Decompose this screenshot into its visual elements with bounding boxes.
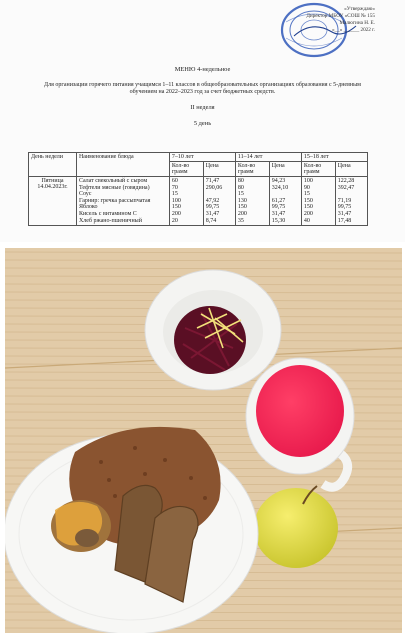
table-cell: 60 xyxy=(171,178,178,184)
table-cell xyxy=(272,191,299,198)
table-cell: 71,19 xyxy=(337,197,352,204)
week-label: II неделя xyxy=(190,104,215,111)
price-column-15-18 xyxy=(335,177,367,226)
table-cell: 99,75 xyxy=(205,204,220,211)
table-cell: 8,74 xyxy=(205,217,217,224)
table-cell: Яблоко xyxy=(78,204,98,211)
table-cell xyxy=(338,191,365,198)
age-header-15-18: 15–18 лет xyxy=(301,153,367,162)
age-header-7-10: 7–10 лет xyxy=(169,153,235,162)
table-cell: 35 xyxy=(237,217,244,224)
dish-list xyxy=(76,177,169,226)
table-cell: 392,47 xyxy=(337,184,355,191)
table-cell xyxy=(206,191,233,198)
table-cell: 130 xyxy=(237,197,247,204)
approval-line: «Утверждаю» xyxy=(344,6,375,12)
qty-header: Кол-во грамм xyxy=(235,162,269,177)
table-cell: 150 xyxy=(303,204,313,211)
table-cell: 40 xyxy=(303,217,310,224)
price-header: Цена xyxy=(203,162,235,177)
table-cell: 150 xyxy=(303,197,313,204)
salad-bowl xyxy=(145,270,281,390)
table-cell: 47,92 xyxy=(205,197,220,204)
table-cell: 200 xyxy=(237,210,247,217)
table-cell: 99,75 xyxy=(337,204,352,211)
menu-title: МЕНЮ 4-недельное xyxy=(174,66,231,73)
price-column-7-10 xyxy=(203,177,235,226)
price-column-11-14 xyxy=(269,177,301,226)
menu-intro: Для организации горячего питания учащимся 1–11 классов в общеобразовательных организациях образования с 5-дневным обучением на 2022–2023 год за счет бюджетных средств. xyxy=(44,82,361,95)
table-cell: 200 xyxy=(171,210,181,217)
price-header: Цена xyxy=(335,162,367,177)
table-cell: 100 xyxy=(303,178,313,184)
table-cell: 15 xyxy=(303,191,310,198)
table-cell: 99,75 xyxy=(271,204,286,211)
table-cell: 94,23 xyxy=(271,178,286,184)
table-cell: 31,47 xyxy=(205,210,220,217)
day-header: День недели xyxy=(29,153,77,177)
approval-line: Малюгина Н. Е. xyxy=(339,20,375,26)
menu-document xyxy=(0,0,405,242)
table-cell: 70 xyxy=(171,184,178,191)
table-cell: Кисель с витамином С xyxy=(78,210,137,217)
table-cell: 290,06 xyxy=(205,184,223,191)
day-cell: Пятница 14.04.2023г. xyxy=(29,177,77,226)
table-cell: 15 xyxy=(171,191,178,198)
table-cell: Соус xyxy=(78,191,92,198)
qty-column-11-14 xyxy=(235,177,269,226)
table-cell: 80 xyxy=(237,184,244,191)
qty-column-15-18 xyxy=(301,177,335,226)
approval-line: Директор МБОУ «СОШ № 155 xyxy=(306,13,375,19)
table-cell: 17,48 xyxy=(337,217,352,224)
table-cell: 324,10 xyxy=(271,184,289,191)
table-cell: 150 xyxy=(237,204,247,211)
qty-header: Кол-во грамм xyxy=(169,162,203,177)
table-cell: Тефтели мясные (говядина) xyxy=(78,184,150,191)
menu-table xyxy=(28,152,368,226)
qty-column-7-10 xyxy=(169,177,203,226)
table-cell: Гарнир: гречка рассыпчатая xyxy=(78,197,151,204)
age-header-11-14: 11–14 лет xyxy=(235,153,301,162)
table-cell: 71,47 xyxy=(205,178,220,184)
table-cell: Хлеб ржано-пшеничный xyxy=(78,217,142,224)
table-cell: 122,28 xyxy=(337,178,355,184)
table-cell: 61,27 xyxy=(271,197,286,204)
approval-block xyxy=(306,6,375,34)
table-cell: 31,47 xyxy=(271,210,286,217)
approval-line: «__» ______ 2022 г. xyxy=(331,27,375,33)
price-header: Цена xyxy=(269,162,301,177)
table-cell: 15 xyxy=(237,191,244,198)
table-cell: 80 xyxy=(237,178,244,184)
table-cell: 200 xyxy=(303,210,313,217)
table-cell: 15,30 xyxy=(271,217,286,224)
dish-header: Наименование блюда xyxy=(76,153,169,177)
qty-header: Кол-во грамм xyxy=(301,162,335,177)
table-cell: Салат свекольный с сыром xyxy=(78,178,148,184)
table-cell: 20 xyxy=(171,217,178,224)
meal-photo xyxy=(5,248,402,633)
table-cell: 150 xyxy=(171,204,181,211)
day-label: 5 день xyxy=(193,120,212,127)
table-cell: 100 xyxy=(171,197,181,204)
table-cell: 31,47 xyxy=(337,210,352,217)
table-cell: 90 xyxy=(303,184,310,191)
